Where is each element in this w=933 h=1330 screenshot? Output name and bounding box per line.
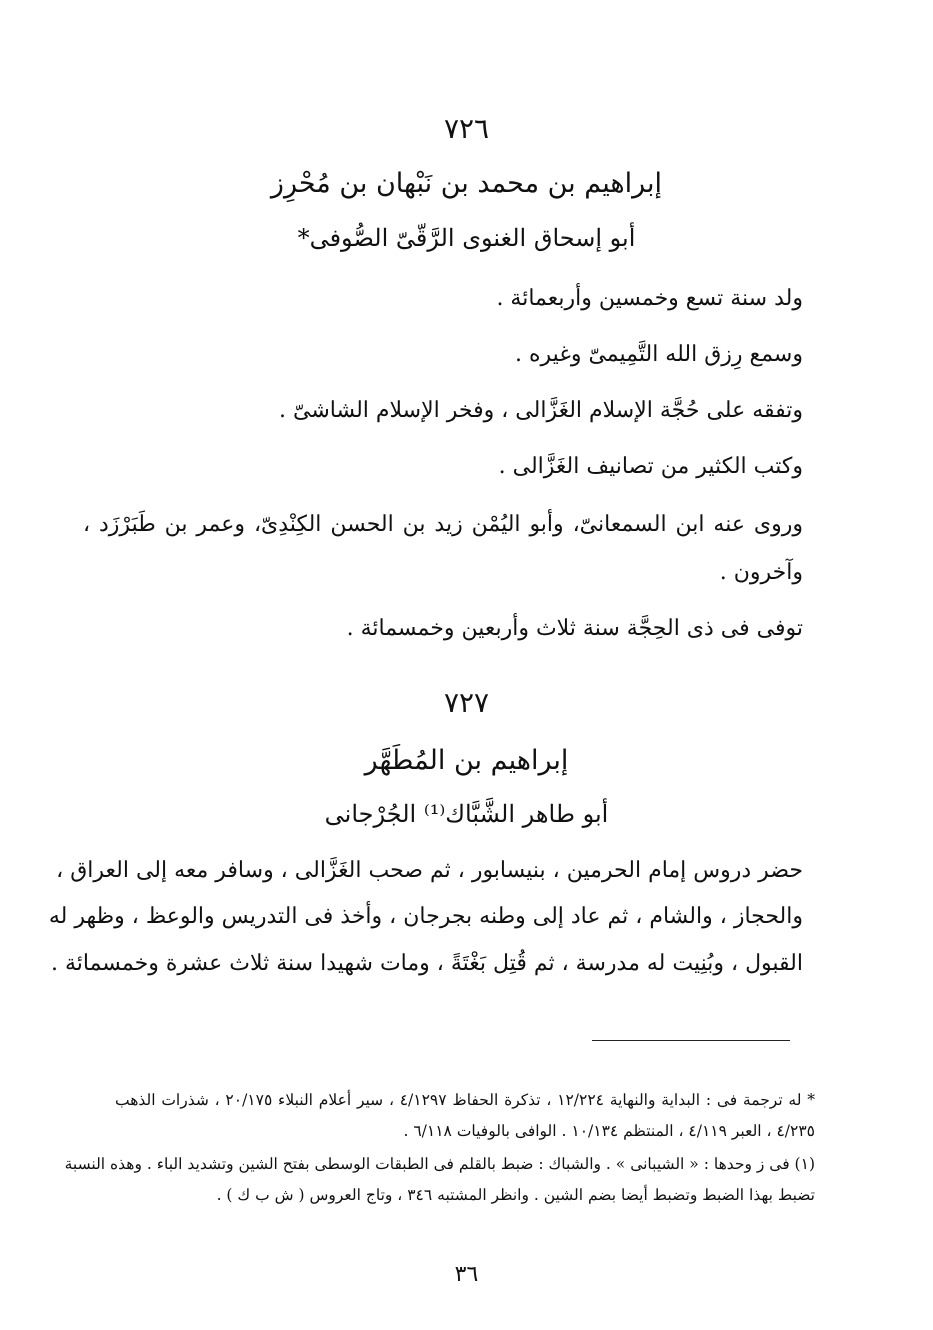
footnote-divider: [592, 1040, 790, 1041]
entry-number-726: ٧٢٦: [443, 112, 490, 145]
entry-kunya-727: أبو طاهر الشَّبَّاك⁽¹⁾ الجُرْجانى: [324, 800, 609, 828]
entry-name-727: إبراهيم بن المُطَهَّر: [364, 745, 569, 776]
page-number: ٣٦: [454, 1262, 479, 1287]
text-line: وكتب الكثير من تصانيف الغَزَّالى .: [498, 454, 803, 479]
text-line: حضر دروس إمام الحرمين ، بنيسابور ، ثم صحب الغَزَّالى ، وسافر معه إلى العراق ،: [56, 858, 803, 883]
footnote-line: (١) فى ز وحدها : « الشيبانى » . والشباك : ضبط بالقلم فى الطبقات الوسطى بفتح الشين وتشديد الباء . وهذه النسبة: [64, 1155, 815, 1173]
entry-name-726: إبراهيم بن محمد بن نَبْهان بن مُحْرِز: [270, 168, 663, 199]
text-line: وروى عنه ابن السمعانىّ، وأبو اليُمْن زيد بن الحسن الكِنْدِىّ، وعمر بن طَبَرْزَد ،: [83, 512, 803, 537]
footnote-line: * له ترجمة فى : البداية والنهاية ١٢/٢٢٤ ، تذكرة الحفاظ ٤/١٢٩٧ ، سير أعلام النبلاء ٢٠/١٧٥ ، شذرات الذهب: [115, 1091, 815, 1109]
entry-kunya-726: أبو إسحاق الغنوى الرَّقّىّ الصُّوفى*: [297, 224, 636, 252]
entry-number-727: ٧٢٧: [443, 686, 490, 719]
text-line: وتفقه على حُجَّة الإسلام الغَزَّالى ، وفخر الإسلام الشاشىّ .: [279, 398, 803, 423]
text-line: القبول ، وبُنِيت له مدرسة ، ثم قُتِل بَغْتَةً ، ومات شهيدا سنة ثلاث عشرة وخمسمائة .: [50, 951, 803, 976]
text-line: والحجاز ، والشام ، ثم عاد إلى وطنه بجرجان ، وأخذ فى التدريس والوعظ ، وظهر له: [48, 904, 803, 929]
footnote-line: تضبط بهذا الضبط وتضبط أيضا بضم الشين . وانظر المشتبه ٣٤٦ ، وتاج العروس ( ش ب ك ) .: [216, 1186, 815, 1204]
text-line: وسمع رِزق الله التَّمِيمىّ وغيره .: [515, 342, 803, 367]
footnote-line: ٤/٢٣٥ ، العبر ٤/١١٩ ، المنتظم ١٠/١٣٤ . الوافى بالوفيات ٦/١١٨ .: [403, 1122, 815, 1140]
text-line: وآخرون .: [719, 560, 803, 585]
text-line: ولد سنة تسع وخمسين وأربعمائة .: [496, 286, 803, 311]
text-line: توفى فى ذى الحِجَّة سنة ثلاث وأربعين وخمسمائة .: [346, 616, 803, 641]
